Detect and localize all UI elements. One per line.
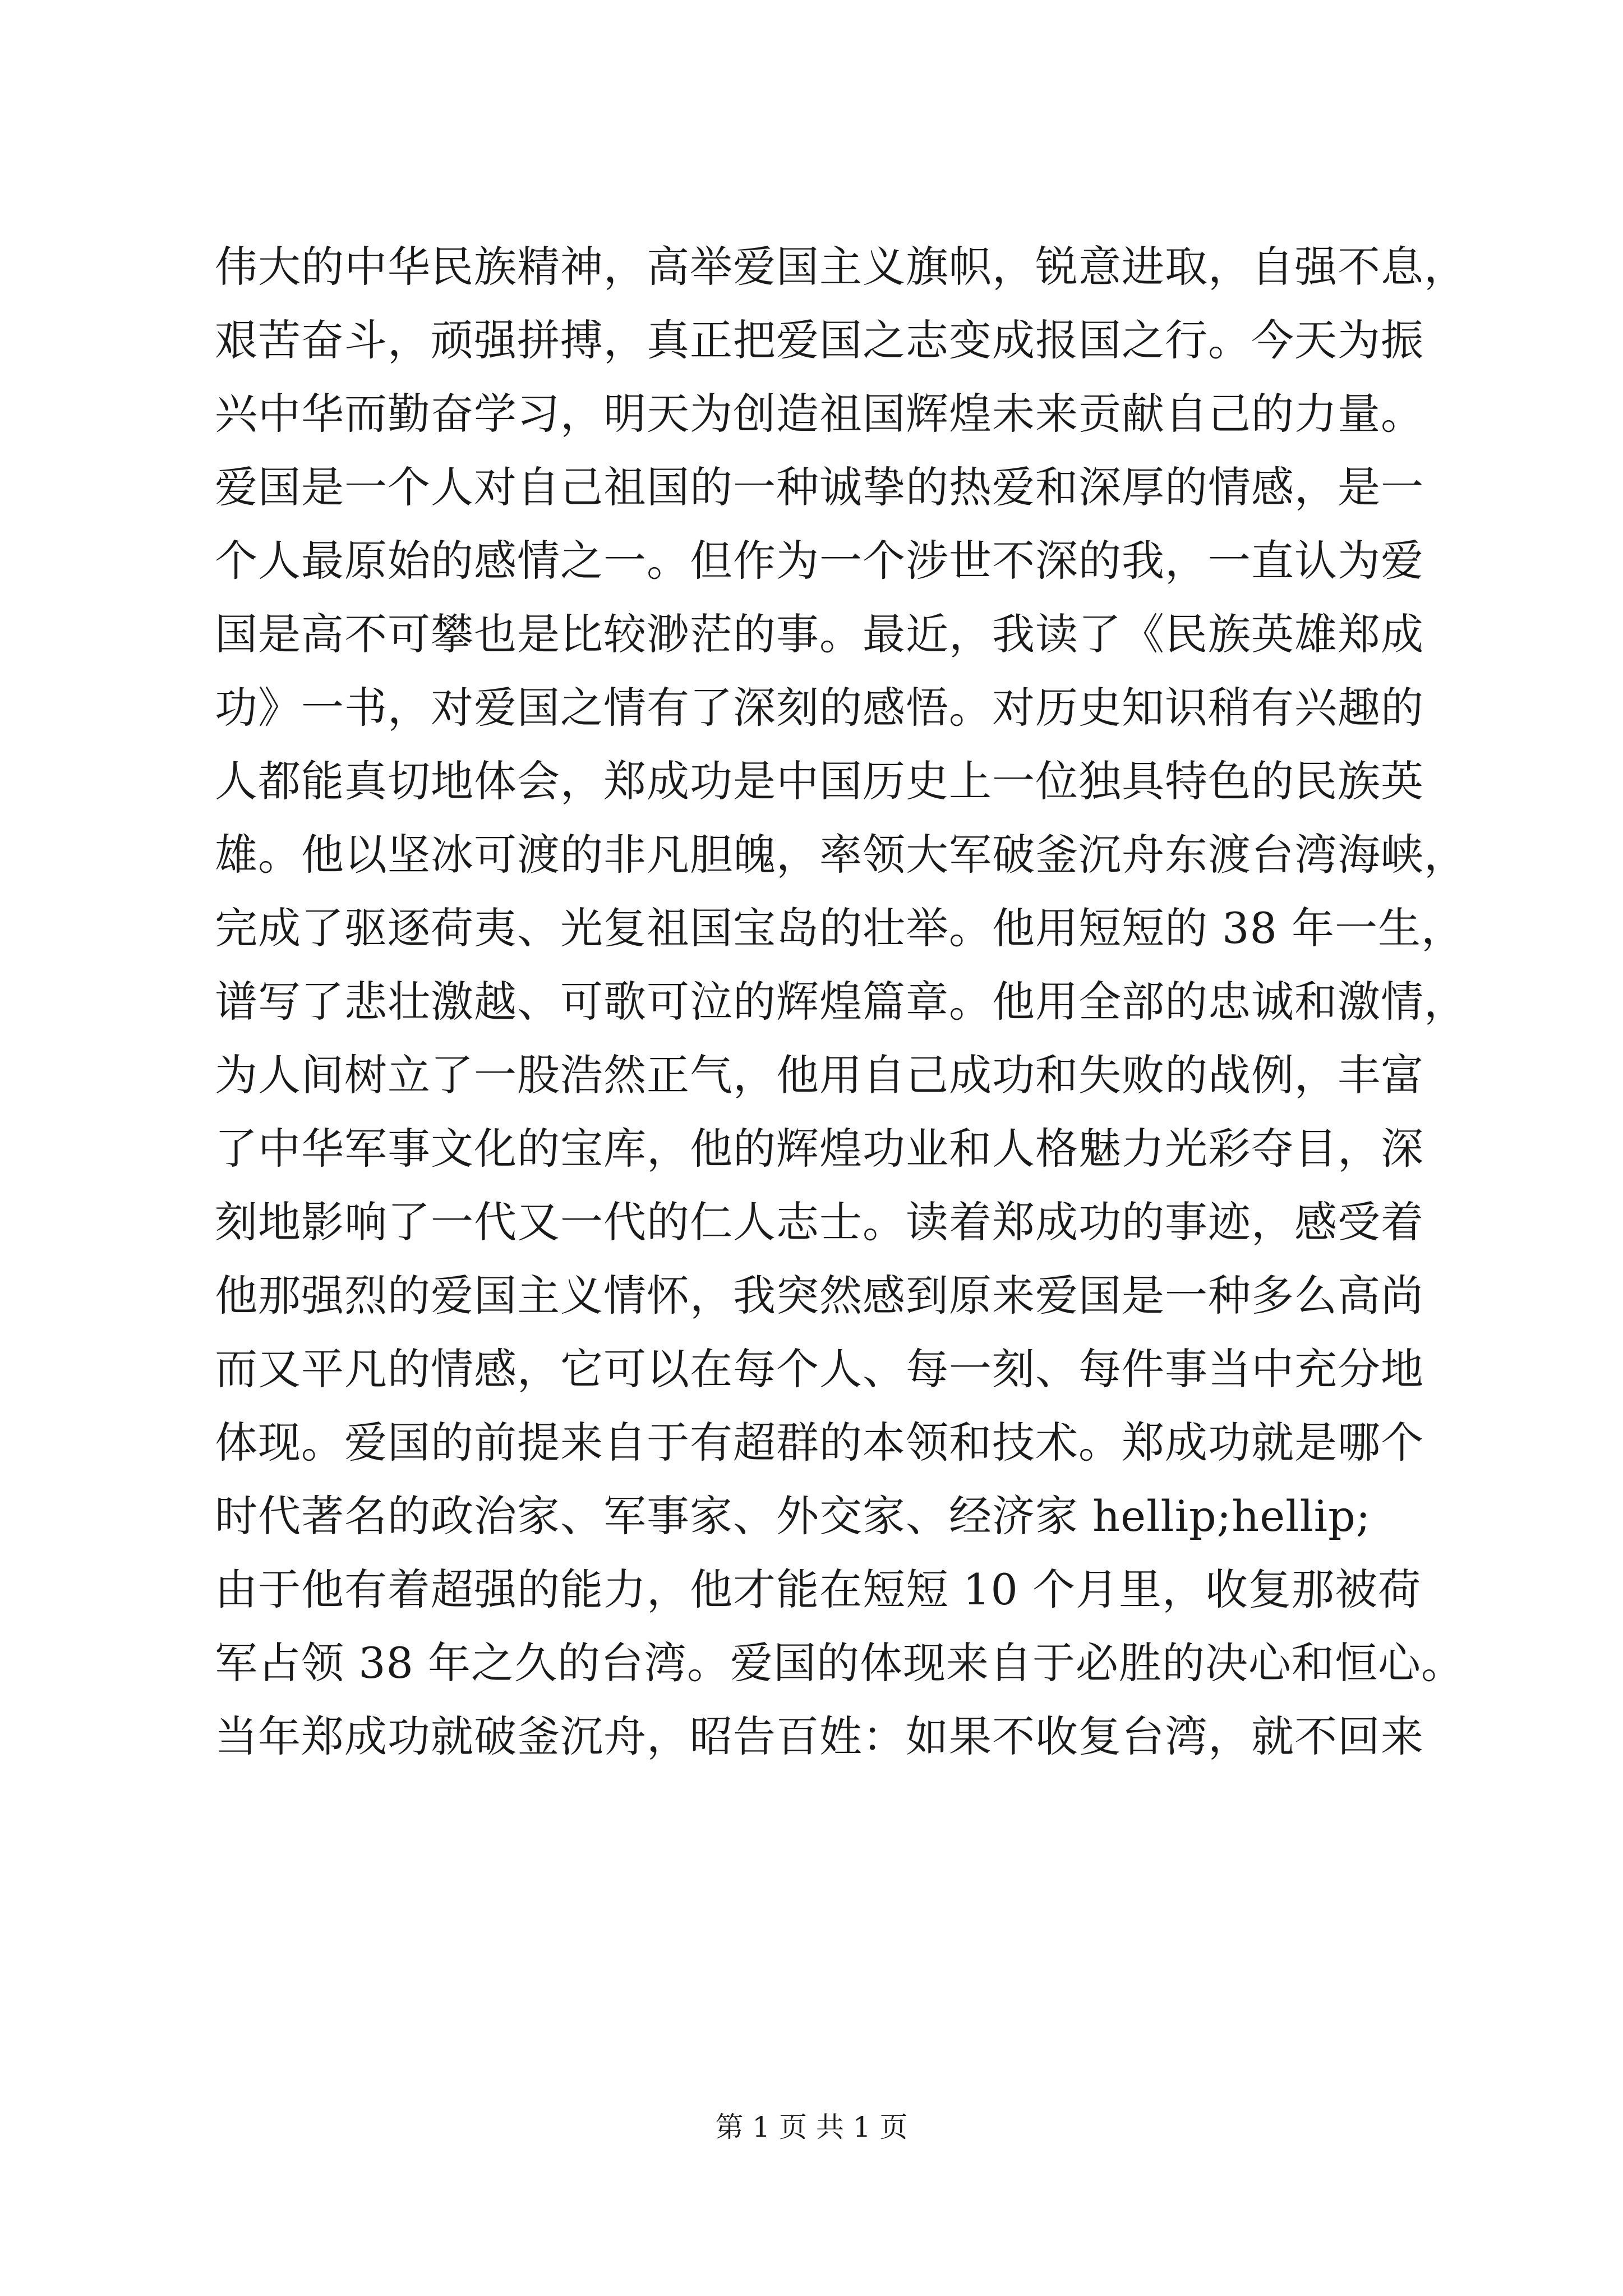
text-line: 体现。爱国的前提来自于有超群的本领和技术。郑成功就是哪个: [215, 1418, 1424, 1467]
text-line: 谱写了悲壮激越、可歌可泣的辉煌篇章。他用全部的忠诚和激情，: [215, 977, 1467, 1027]
page-number-footer: 第 1 页 共 1 页: [715, 2111, 908, 2143]
text-line: 人都能真切地体会，郑成功是中国历史上一位独具特色的民族英: [215, 756, 1424, 806]
text-line: 了中华军事文化的宝库，他的辉煌功业和人格魅力光彩夺目，深: [215, 1124, 1424, 1174]
text-line: 个人最原始的感情之一。但作为一个涉世不深的我，一直认为爱: [215, 536, 1424, 586]
text-line: 雄。他以坚冰可渡的非凡胆魄，率领大军破釜沉舟东渡台湾海峡，: [215, 830, 1467, 880]
text-line: 为人间树立了一股浩然正气，他用自己成功和失败的战例，丰富: [215, 1050, 1424, 1100]
text-line: 当年郑成功就破釜沉舟，昭告百姓：如果不收复台湾，就不回来: [215, 1711, 1424, 1761]
text-line: 完成了驱逐荷夷、光复祖国宝岛的壮举。他用短短的 38 年一生，: [215, 903, 1465, 953]
text-line: 由于他有着超强的能力，他才能在短短 10 个月里，收复那被荷: [215, 1565, 1422, 1614]
text-line: 而又平凡的情感，它可以在每个人、每一刻、每件事当中充分地: [215, 1344, 1424, 1394]
text-line: 伟大的中华民族精神，高举爱国主义旗帜，锐意进取，自强不息，: [215, 242, 1467, 292]
text-line: 他那强烈的爱国主义情怀，我突然感到原来爱国是一种多么高尚: [215, 1271, 1424, 1320]
text-line: 功》一书，对爱国之情有了深刻的感悟。对历史知识稍有兴趣的: [215, 683, 1424, 733]
text-line: 爱国是一个人对自己祖国的一种诚挚的热爱和深厚的情感，是一: [215, 462, 1424, 512]
text-line: 时代著名的政治家、军事家、外交家、经济家 hellip;hellip;: [215, 1491, 1371, 1541]
text-line: 军占领 38 年之久的台湾。爱国的体现来自于必胜的决心和恒心。: [215, 1638, 1465, 1688]
text-line: 刻地影响了一代又一代的仁人志士。读着郑成功的事迹，感受着: [215, 1197, 1424, 1247]
text-line: 兴中华而勤奋学习，明天为创造祖国辉煌未来贡献自己的力量。: [215, 389, 1424, 439]
text-line: 国是高不可攀也是比较渺茫的事。最近，我读了《民族英雄郑成: [215, 609, 1424, 659]
body-text: [215, 230, 1467, 1773]
text-line: 艰苦奋斗，顽强拼搏，真正把爱国之志变成报国之行。今天为振: [215, 315, 1424, 365]
